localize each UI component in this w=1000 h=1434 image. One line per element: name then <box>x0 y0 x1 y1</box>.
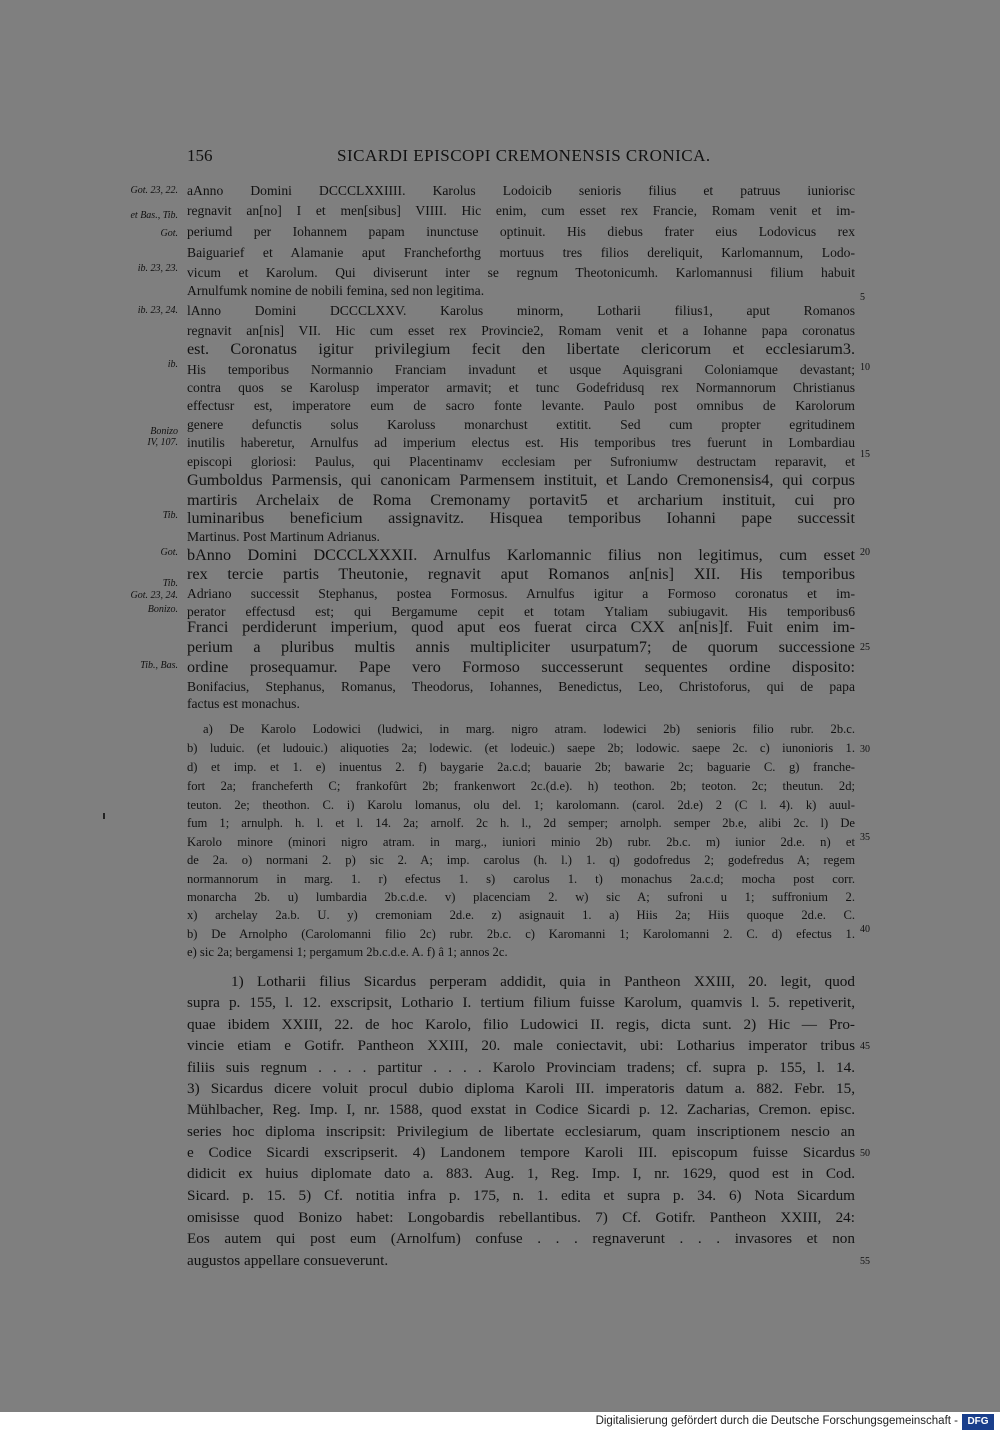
margin-ref: ib. 23, 23. <box>137 263 178 274</box>
text-line: perator effectusd est; qui Bergamume cepit et totam Ytaliam subiugavit. His temporibus6 <box>187 604 855 619</box>
footer-bar <box>0 1412 1000 1434</box>
apparatus-line: de 2a. o) normani 2. p) sic 2. A; imp. carolus (h. l.) 1. q) godofredus 2; godefredus A; regem <box>187 853 855 867</box>
text-line: genere defunctis solus Karoluss monarchust extitit. Sed cum propter egritudinem <box>187 417 855 432</box>
text-line: Baiguarief et Alamanie aput Francheforthg mortuus tres filios dereliquit, Karlomannum, Lodo- <box>187 245 855 260</box>
text-line: His temporibus Normannio Franciam invadunt et usque Aquisgrani Coloniamque devastant; <box>187 362 855 377</box>
note-line: omisisse quod Bonizo habet: Longobardis rebellantibus. 7) Cf. Gotifr. Pantheon XXIII, 24: <box>187 1209 855 1226</box>
margin-ref: ib. <box>167 359 178 370</box>
apparatus-line: x) archelay 2a.b. U. y) cremoniam 2d.e. z) asignauit 1. a) Hiis 2a; Hiis quoque 2d.e. C. <box>187 908 855 922</box>
line-number: 50 <box>860 1148 870 1159</box>
apparatus-line: b) luduic. (et ludouic.) aliquoties 2a; lodewic. (et lodeuic.) saepe 2b; lodowic. saepe 2c. c) iunonioris 1. <box>187 741 855 755</box>
apparatus-line: Karolo minore (minori nigro atram. in marg., iuniori minio 2b) rubr. 2b.c. m) iunior 2d.e. n) et <box>187 835 855 849</box>
text-line: ordine prosequamur. Pape vero Formoso successerunt sequentes ordine disposito: <box>187 659 855 676</box>
margin-ref: IV, 107. <box>147 437 178 448</box>
note-line: quae ibidem XXIII, 22. de hoc Karolo, filio Ludowici II. regis, dicta sunt. 2) Hic — Pro- <box>187 1016 855 1033</box>
text-line: Arnulfumk nomine de nobili femina, sed non legitima. <box>187 283 485 298</box>
margin-ref: Bonizo. <box>147 604 178 615</box>
apparatus-line: d) et imp. et 1. e) inuentus 2. f) baygarie 2a.c.d; bauarie 2b; bawarie 2c; baguarie C. g) franche- <box>187 760 855 774</box>
note-line: Sicard. p. 15. 5) Cf. notitia infra p. 175, n. 1. edita et supra p. 34. 6) Nota Sicardum <box>187 1187 855 1204</box>
text-line: martiris Archelaix de Roma Cremonamy portavit5 et archarium instituit, cui pro <box>187 492 855 509</box>
note-line: didicit ex huius diplomate dato a. 883. Aug. 1, Reg. Imp. I, nr. 1629, quod est in Cod. <box>187 1165 855 1182</box>
text-line: lAnno Domini DCCCLXXV. Karolus minorm, Lotharii filius1, aput Romanos <box>187 303 855 318</box>
text-line: inutilis haberetur, Arnulfus ad imperium electus est. His temporibus tres fuerunt in Lombardiau <box>187 435 855 450</box>
apparatus-line: fort 2a; francheferth C; frankofûrt 2b; frankenwort 2c.(d.e). h) teothon. 2b; teoton. 2c; theutun. 2d; <box>187 779 855 793</box>
dfg-logo: DFG <box>962 1414 994 1430</box>
text-line: Bonifacius, Stephanus, Romanus, Theodorus, Iohannes, Benedictus, Leo, Christoforus, qui de papa <box>187 679 855 694</box>
text-line: episcopi gloriosi: Paulus, qui Placentinamv ecclesiam per Sufroniumw destructam reparavit, et <box>187 454 855 469</box>
line-number: 25 <box>860 642 870 653</box>
apparatus-line: a) De Karolo Lodowici (ludwici, in marg. nigro atram. lodewici 2b) senioris filio rubr. 2b.c. <box>203 722 855 736</box>
apparatus-line: monarcha 2b. u) lumbardia 2b.c.d.e. v) placenciam 2. w) sic A; sufroni u 1; suffronium 2. <box>187 890 855 904</box>
text-line: Franci perdiderunt imperium, quod aput eos fuerat circa CXX an[nis]f. Fuit enim im- <box>187 619 855 636</box>
margin-ref: Tib. <box>162 578 178 589</box>
text-line: rex tercie partis Theutonie, regnavit aput Romanos an[nis] XII. His temporibus <box>187 566 855 583</box>
text-line: periumd per Iohannem papam inunctuse optinuit. His diebus frater eius Lodovicus rex <box>187 224 855 239</box>
note-line: e Codice Sicardi exscripserit. 4) Landonem tempore Karoli III. episcopum fuisse Sicardus <box>187 1144 855 1161</box>
line-number: 20 <box>860 547 870 558</box>
line-number: 35 <box>860 832 870 843</box>
note-line: filiis suis regnum . . . . partitur . . . . Karolo Provinciam tradens; cf. supra p. 155, l. 14. <box>187 1059 855 1076</box>
text-line: aAnno Domini DCCCLXXIIII. Karolus Lodoicib senioris filius et patruus iuniorisc <box>187 183 855 198</box>
text-line: Gumboldus Parmensis, qui canonicam Parmensem instituit, et Lando Cremonensis4, qui corpus <box>187 472 855 489</box>
text-line: regnavit an[no] I et men[sibus] VIIII. Hic enim, cum esset rex Francie, Romam venit et im- <box>187 203 855 218</box>
note-line: 3) Sicardus dicere voluit procul dubio diploma Karoli III. imperatoris datum a. 882. Febr. 15, <box>187 1080 855 1097</box>
apparatus-line: teuton. 2e; theothon. C. i) Karolu lomanus, olu del. 1; karolomann. (carol. 2d.e) 2 (C l. 4). k) auul- <box>187 798 855 812</box>
text-line: regnavit an[nis] VII. Hic cum esset rex Provincie2, Romam venit et a Iohanne papa coronatus <box>187 323 855 338</box>
apparatus-line: fum 1; arnulph. h. l. et l. 14. 2a; arnolf. 2c h. l., 2d semper; arnolph. semper 2b.e, alibi 2c. l) De <box>187 816 855 830</box>
text-line: Adriano successit Stephanus, postea Formosus. Arnulfus igitur a Formoso coronatus et im- <box>187 586 855 601</box>
line-number: 30 <box>860 744 870 755</box>
note-line: 1) Lotharii filius Sicardus perperam addidit, quia in Pantheon XXIII, 20. legit, quod <box>231 973 855 990</box>
line-number: 5 <box>860 292 865 303</box>
text-line: est. Coronatus igitur privilegium fecit den libertate clericorum et ecclesiarum3. <box>187 341 855 358</box>
apparatus-line: e) sic 2a; bergamensi 1; pergamum 2b.c.d.e. A. f) â 1; annos 2c. <box>187 945 508 959</box>
note-line: supra p. 155, l. 12. exscripsit, Lothario I. tertium filium fuisse Karolum, quamvis l. 5. repetiverit, <box>187 994 855 1011</box>
text-line: luminaribus beneficium assignavitz. Hisquea temporibus Iohanni pape successit <box>187 510 855 527</box>
text-line: contra quos se Karolusp imperator armavit; et tunc Godefridusq rex Normannorum Christianus <box>187 380 855 395</box>
note-line: Mühlbacher, Reg. Imp. I, nr. 1588, quod exstat in Codice Sicardi p. 12. Zacharias, Cremon. episc. <box>187 1101 855 1118</box>
apparatus-line: normannorum in marg. 1. r) efectus 1. s) carolus 1. t) monachus 2a.c.d; mocha post corr. <box>187 872 855 886</box>
margin-ref: Got. <box>160 228 178 239</box>
line-number: 45 <box>860 1041 870 1052</box>
apparatus-line: b) De Arnolpho (Carolomanni filio 2c) rubr. 2b.c. c) Karomanni 1; Karolomanni 2. C. d) efectus 1. <box>187 927 855 941</box>
running-title: SICARDI EPISCOPI CREMONENSIS CRONICA. <box>337 146 711 165</box>
text-line: perium a pluribus multis annis multipliciter usurpatum7; de quorum successione <box>187 639 855 656</box>
funding-credit: Digitalisierung gefördert durch die Deutsche Forschungsgemeinschaft - <box>595 1415 958 1427</box>
line-number: 10 <box>860 362 870 373</box>
line-number: 40 <box>860 924 870 935</box>
text-line: factus est monachus. <box>187 696 300 711</box>
margin-ref: Bonizo <box>150 426 178 437</box>
text-line: effectusr est, imperatore eum de sacro fonte levante. Paulo post omnibus de Karolorum <box>187 398 855 413</box>
margin-ref: ib. 23, 24. <box>137 305 178 316</box>
margin-ref: et Bas., Tib. <box>130 210 178 221</box>
note-line: Eos autem qui post eum (Arnolfum) confuse . . . regnaverunt . . . invasores et non <box>187 1230 855 1247</box>
text-line: Martinus. Post Martinum Adrianus. <box>187 529 380 544</box>
note-line: series hoc diploma inscripsit: Privilegium de libertate ecclesiarum, quam inscriptionem nescio an <box>187 1123 855 1140</box>
note-line: augustos appellare consueverunt. <box>187 1252 389 1269</box>
line-number: 15 <box>860 449 870 460</box>
stray-mark <box>103 813 105 819</box>
margin-ref: Tib., Bas. <box>140 660 178 671</box>
note-line: vincie etiam e Gotifr. Pantheon XXIII, 20. male coniectavit, ubi: Lotharius imperator tribus <box>187 1037 855 1054</box>
margin-ref: Got. 23, 24. <box>130 590 178 601</box>
text-line: bAnno Domini DCCCLXXXII. Arnulfus Karlomannic filius non legitimus, cum esset <box>187 547 855 564</box>
text-line: vicum et Karolum. Qui diviserunt inter se regnum Theotonicumh. Karlomannusi filium habuit <box>187 265 855 280</box>
page-number: 156 <box>187 146 213 165</box>
margin-ref: Got. <box>160 547 178 558</box>
line-number: 55 <box>860 1256 870 1267</box>
margin-ref: Got. 23, 22. <box>130 185 178 196</box>
margin-ref: Tib. <box>162 510 178 521</box>
